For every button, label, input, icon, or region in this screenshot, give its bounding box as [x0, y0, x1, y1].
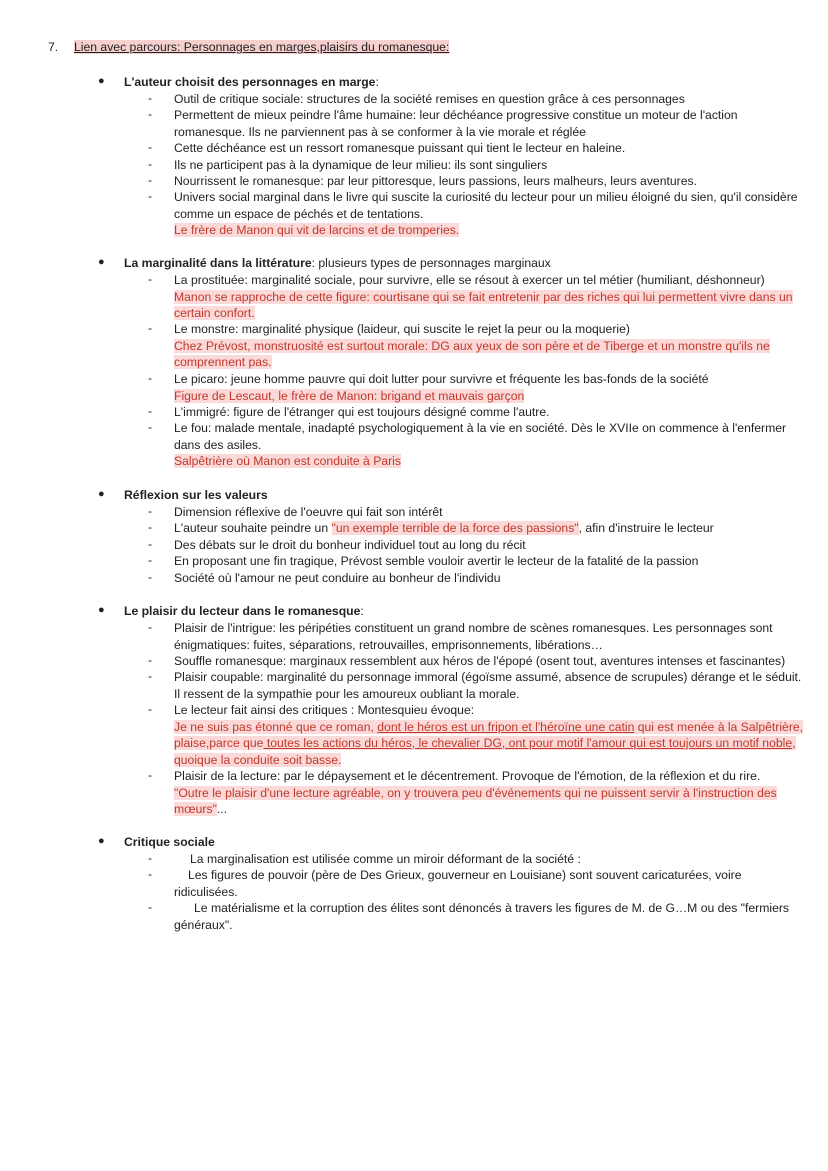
dash-icon: - — [148, 107, 153, 121]
example-note: "Outre le plaisir d'une lecture agréable, on y trouvera peu d'événements qui ne puissent servir à l'instruction des mœurs" — [174, 785, 777, 816]
dash-icon: - — [148, 553, 153, 567]
section-title: L'auteur choisit des personnages en marge: — [124, 75, 379, 89]
montesquieu-quote: Je ne suis pas étonné que ce roman, dont le héros est un fripon et l'héroïne une catin qui est menée à la Salpêtrière, plaise,parce que toutes les actions du héros, le chevalier DG, ont pour motif l'amour qui est toujours un motif noble, quoique la conduite soit basse. — [174, 719, 804, 767]
example-note: Chez Prévost, monstruosité est surtout morale: DG aux yeux de son père et de Tiberge et un monstre qu'ils ne comprennent pas. — [174, 338, 770, 369]
document-page: 7. Lien avec parcours: Personnages en marges,plaisirs du romanesque: ● L'auteur choisit des personnages en marge: - Outil de critique sociale: structures de la société remises en question grâce à ces personnages - Permettent de mieux peindre l'âme humaine: leur déchéance progressive constitue un moteur de l'action romanesque. Ils ne parviennent pas à se conformer à la vie morale et réglée - Cette déchéance est un ressort romanesque puissant qui tient le lecteur en haleine. - Ils ne participent pas à la dynamique de leur milieu: ils sont singuliers - Nourrissent le romanesque: par leur pittoresque, leurs passions, leurs malheurs, leurs aventures. - Univers social marginal dans le livre qui suscite la curiosité du lecteur pour un milieu éloigné du sien, qu'il considère comme un espace de péchés et de tentations. Le frère de Manon qui vit de larcins et de tromperies. ● La marginalité dans la littérature: plusieurs types de personnages marginaux - La prostituée: marginalité sociale, pour survivre, elle se résout à exercer un tel métier (humiliant, déshonneur) Manon se rapproche de cette figure: courtisane qui se fait entretenir par des riches qui lui permettent vivre dans un certain confort. - Le monstre: marginalité physique (laideur, qui suscite le rejet la peur ou la moquerie) Chez Prévost, monstruosité est surtout morale: DG aux yeux de son père et de Tiberge et un monstre qu'ils ne comprennent pas. - Le picaro: jeune homme pauvre qui doit lutter pour survivre et fréquente les bas-fonds de la société Figure de Lescaut, le frère de Manon: brigand et mauvais garçon - L'immigré: figure de l'étranger qui est toujours désigné comme l'autre. - Le fou: malade mentale, inadapté psychologiquement à la vie en société. Dès le XVIIe on commence à l'enfermer dans des asiles. Salpêtrière où Manon est conduite à Paris ● Réflexion sur les valeurs - Dimension réflexive de l'oeuvre qui fait son intérêt - L'auteur souhaite peindre un "un exemple terrible de la force des passions", afin d'instruire le lecteur - Des débats sur le droit du bonheur individuel tout au long du récit - En proposant une fin tragique, Prévost semble vouloir avertir le lecteur de la fatalité de la passion - Société où l'amour ne peut conduire au bonheur de l'individu ● Le plaisir du lecteur dans le romanesque: - Plaisir de l'intrigue: les péripéties constituent un grand nombre de scènes romanesques. Les personnages sont énigmatiques: fuites, séparations, retrouvailles, emprisonnements, libérations… - Souffle romanesque: marginaux ressemblent aux héros de l'épopé (osent tout, aventures intenses et fascinantes) - Plaisir coupable: marginalité du personnage immoral (égoïsme assumé, absence de scrupules) dérange et le séduit. Il ressent de la sympathie pour les amoureux oubliant la morale. - Le lecteur fait ainsi des critiques : Montesquieu évoque: Je ne suis pas étonné que ce roman, dont le héros est un fripon et l'héroïne une catin qui est menée à la Salpêtrière, plaise,parce que toutes les actions du héros, le chevalier DG, ont pour motif l'amour qui est toujours un motif noble, quoique la conduite soit basse. - Plaisir de la lecture: par le dépaysement et le décentrement. Provoque de l'émotion, de la réflexion et du rire. "Outre le plaisir d'une lecture agréable, on y trouvera peu d'événements qui ne puissent servir à l'instruction des mœurs"... ● Critique sociale - La marginalisation est utilisée comme un miroir déformant de la société : - Les figures de pouvoir (père de Des Grieux, gouverneur en Louisiane) sont souvent caricaturées, voire ridiculisées. - Le matérialisme et la corruption des élites sont dénoncés à travers les figures de M. de G…M ou des "fermiers généraux". — [48, 40, 804, 932]
dash-icon: - — [148, 867, 153, 881]
dash-icon: - — [148, 272, 153, 286]
bullet-icon: ● — [98, 488, 105, 500]
dash-icon: - — [148, 321, 153, 335]
dash-icon: - — [148, 157, 153, 171]
quote-highlight: "un exemple terrible de la force des passions" — [331, 521, 579, 535]
dash-icon: - — [148, 91, 153, 105]
bullet-icon: ● — [98, 835, 105, 847]
dash-icon: - — [148, 653, 153, 667]
dash-icon: - — [148, 173, 153, 187]
dash-icon: - — [148, 371, 153, 385]
example-note: Manon se rapproche de cette figure: courtisane qui se fait entretenir par des riches qui lui permettent vivre dans un certain confort. — [174, 289, 793, 320]
section-heading — [48, 40, 449, 54]
dash-icon: - — [148, 537, 153, 551]
dash-icon: - — [148, 669, 153, 683]
dash-icon: - — [148, 768, 153, 782]
dash-icon: - — [148, 620, 153, 634]
section-title: Réflexion sur les valeurs — [124, 488, 268, 502]
dash-icon: - — [148, 520, 153, 534]
bullet-icon: ● — [98, 604, 105, 616]
example-note: Salpêtrière où Manon est conduite à Paris — [174, 454, 401, 468]
dash-icon: - — [148, 189, 153, 203]
section-title: Critique sociale — [124, 835, 215, 849]
heading-number: 7. — [48, 40, 59, 54]
dash-icon: - — [148, 851, 153, 865]
example-note: Figure de Lescaut, le frère de Manon: brigand et mauvais garçon — [174, 388, 525, 403]
heading-title: Lien avec parcours: Personnages en marges,plaisirs du romanesque: — [74, 40, 450, 54]
dash-icon: - — [148, 420, 153, 434]
dash-icon: - — [148, 900, 153, 914]
dash-icon: - — [148, 570, 153, 584]
example-note: Le frère de Manon qui vit de larcins et de tromperies. — [174, 223, 460, 237]
bullet-icon: ● — [98, 75, 105, 87]
bullet-icon: ● — [98, 256, 105, 268]
dash-icon: - — [148, 504, 153, 518]
dash-icon: - — [148, 702, 153, 716]
section-title: Le plaisir du lecteur dans le romanesque: — [124, 604, 364, 618]
dash-icon: - — [148, 404, 153, 418]
section-title: La marginalité dans la littérature: plusieurs types de personnages marginaux — [124, 256, 551, 270]
dash-icon: - — [148, 140, 153, 154]
